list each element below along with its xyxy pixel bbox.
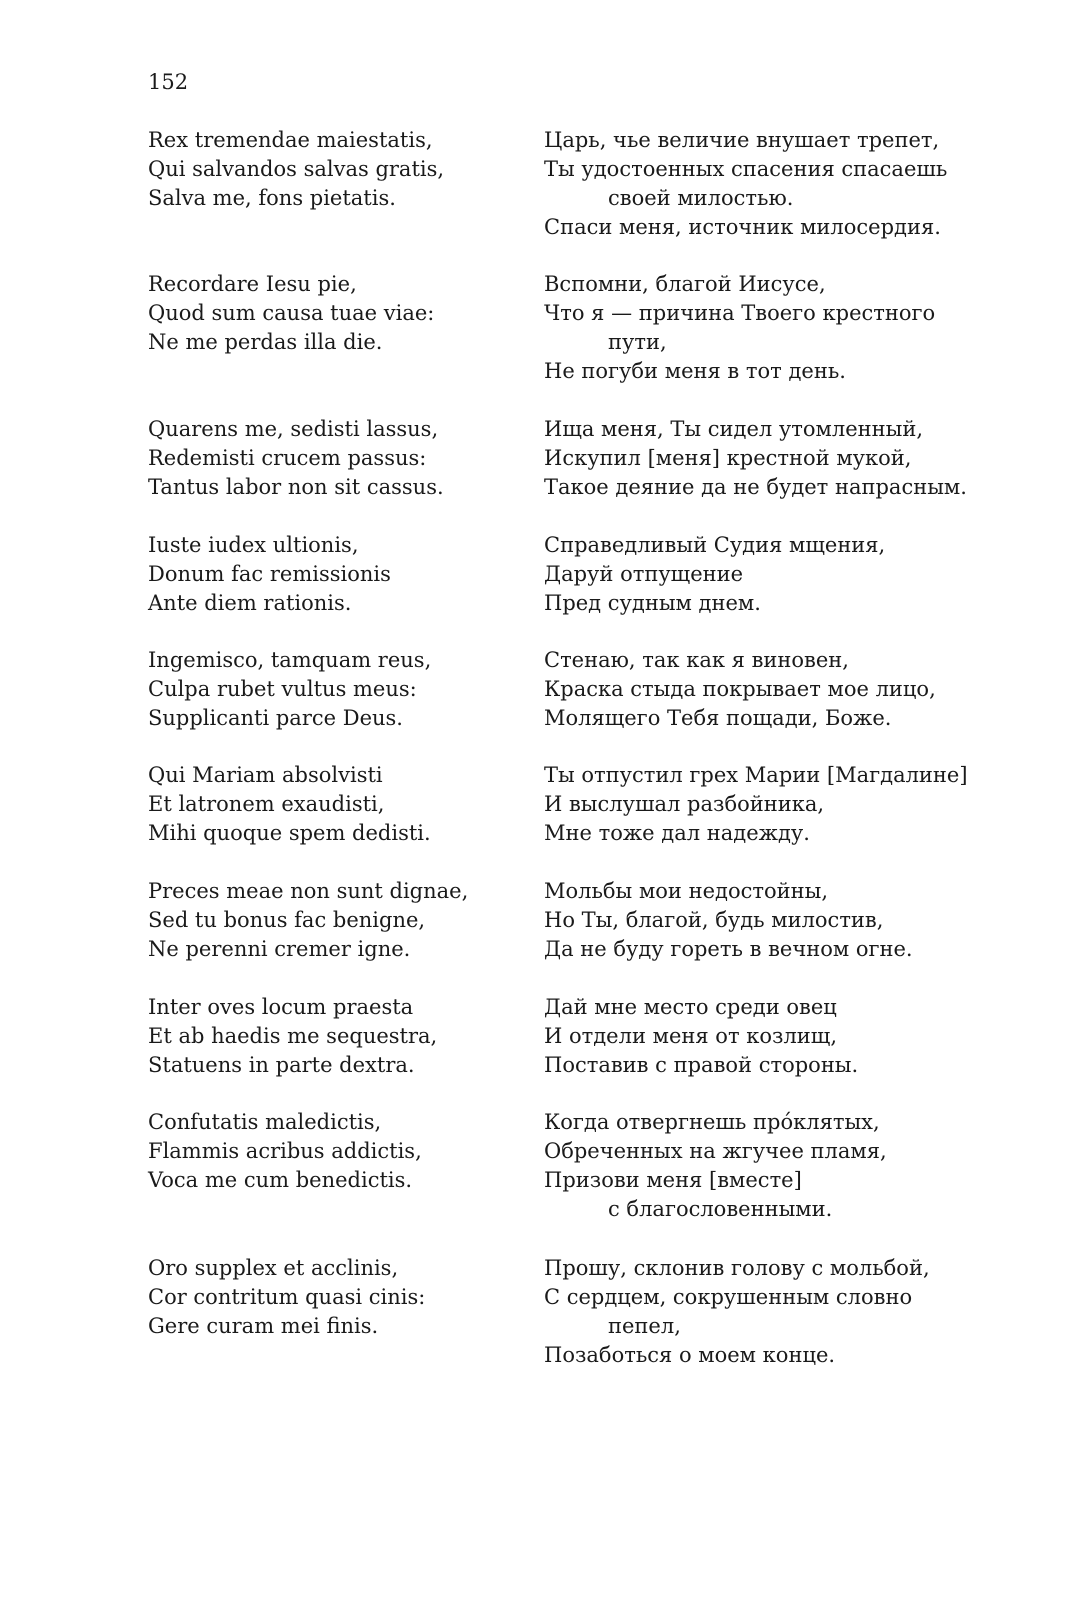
verse-line: Ingemisco, tamquam reus,	[148, 648, 432, 672]
russian-stanza	[544, 646, 984, 733]
verse-line: Ты отпустил грех Марии [Магдалине]	[544, 763, 968, 787]
verse-line: С сердцем, сокрушенным словно	[544, 1285, 913, 1309]
verse-line: Mihi quoque spem dedisti.	[148, 821, 431, 845]
latin-stanza	[148, 646, 518, 733]
verse-line: Quod sum causa tuae viae:	[148, 301, 435, 325]
russian-stanza	[544, 126, 984, 242]
verse-line: Quarens me, sedisti lassus,	[148, 417, 439, 441]
latin-stanza	[148, 415, 518, 502]
russian-stanza	[544, 270, 984, 386]
verse-line: Мольбы мои недостойны,	[544, 879, 829, 903]
russian-stanza	[544, 877, 984, 964]
russian-stanza	[544, 993, 984, 1080]
verse-line: Краска стыда покрывает мое лицо,	[544, 677, 936, 701]
verse-line: Ne me perdas illa die.	[148, 330, 383, 354]
verse-line: Gere curam mei finis.	[148, 1314, 379, 1338]
verse-line: Redemisti crucem passus:	[148, 446, 427, 470]
verse-line: Culpa rubet vultus meus:	[148, 677, 417, 701]
verse-line: И выслушал разбойника,	[544, 792, 825, 816]
verse-line: Такое деяние да не будет напрасным.	[544, 475, 967, 499]
verse-line: Qui Mariam absolvisti	[148, 763, 383, 787]
verse-line: Ne perenni cremer igne.	[148, 937, 411, 961]
verse-line: Призови меня [вместе]	[544, 1168, 802, 1192]
verse-line-continuation: пути,	[608, 330, 667, 354]
verse-line: Пред судным днем.	[544, 591, 761, 615]
verse-line: Tantus labor non sit cassus.	[148, 475, 444, 499]
russian-stanza	[544, 415, 984, 502]
verse-line: Спаси меня, источник милосердия.	[544, 215, 941, 239]
verse-line: Справедливый Судия мщения,	[544, 533, 886, 557]
verse-line: Iuste iudex ultionis,	[148, 533, 359, 557]
verse-line: Donum fac remissionis	[148, 562, 391, 586]
verse-line: Но Ты, благой, будь милостив,	[544, 908, 884, 932]
latin-stanza	[148, 531, 518, 618]
verse-line: Искупил [меня] крестной мукой,	[544, 446, 912, 470]
verse-line: И отдели меня от козлищ,	[544, 1024, 837, 1048]
verse-line: Rex tremendae maiestatis,	[148, 128, 433, 152]
verse-line: Inter oves locum praesta	[148, 995, 414, 1019]
verse-line: Preces meae non sunt dignae,	[148, 879, 469, 903]
verse-line: Ante diem rationis.	[148, 591, 352, 615]
russian-stanza	[544, 1108, 984, 1224]
verse-line: Voca me cum benedictis.	[148, 1168, 413, 1192]
verse-line: Позаботься о моем конце.	[544, 1343, 836, 1367]
verse-line: Salva me, fons pietatis.	[148, 186, 396, 210]
russian-stanza	[544, 761, 984, 848]
verse-line: Confutatis maledictis,	[148, 1110, 382, 1134]
latin-stanza	[148, 877, 518, 964]
verse-line: Поставив с правой стороны.	[544, 1053, 859, 1077]
latin-stanza	[148, 126, 518, 213]
verse-line: Et ab haedis me sequestra,	[148, 1024, 438, 1048]
verse-line: Обреченных на жгучее пламя,	[544, 1139, 887, 1163]
verse-line: Мне тоже дал надежду.	[544, 821, 810, 845]
verse-line: Что я — причина Твоего крестного	[544, 301, 936, 325]
verse-line: Supplicanti parce Deus.	[148, 706, 403, 730]
latin-stanza	[148, 1254, 518, 1341]
verse-line: Дай мне место среди овец	[544, 995, 837, 1019]
russian-stanza	[544, 531, 984, 618]
verse-line: Statuens in parte dextra.	[148, 1053, 415, 1077]
russian-stanza	[544, 1254, 984, 1370]
latin-stanza	[148, 761, 518, 848]
verse-line-continuation: пепел,	[608, 1314, 681, 1338]
verse-line: Даруй отпущение	[544, 562, 744, 586]
verse-line: Ты удостоенных спасения спасаешь	[544, 157, 948, 181]
verse-line: Cor contritum quasi cinis:	[148, 1285, 426, 1309]
verse-line: Flammis acribus addictis,	[148, 1139, 422, 1163]
latin-stanza	[148, 1108, 518, 1195]
latin-stanza	[148, 993, 518, 1080]
verse-line-continuation: своей милостью.	[608, 186, 794, 210]
verse-line: Oro supplex et acclinis,	[148, 1256, 399, 1280]
page-number: 152	[148, 70, 189, 94]
verse-line: Recordare Iesu pie,	[148, 272, 357, 296]
verse-line: Царь, чье величие внушает трепет,	[544, 128, 940, 152]
verse-line: Молящего Тебя пощади, Боже.	[544, 706, 892, 730]
verse-line: Стенаю, так как я виновен,	[544, 648, 849, 672]
verse-line: Et latronem exaudisti,	[148, 792, 385, 816]
verse-line: Вспомни, благой Иисусе,	[544, 272, 826, 296]
verse-line: Sed tu bonus fac benigne,	[148, 908, 426, 932]
verse-line: Qui salvandos salvas gratis,	[148, 157, 445, 181]
latin-stanza	[148, 270, 518, 357]
verse-line-continuation: с благословенными.	[608, 1197, 833, 1221]
verse-line: Ища меня, Ты сидел утомленный,	[544, 417, 924, 441]
verse-line: Да не буду гореть в вечном огне.	[544, 937, 913, 961]
verse-line: Когда отвергнешь прóклятых,	[544, 1110, 880, 1134]
verse-line: Не погуби меня в тот день.	[544, 359, 846, 383]
verse-line: Прошу, склонив голову с мольбой,	[544, 1256, 930, 1280]
